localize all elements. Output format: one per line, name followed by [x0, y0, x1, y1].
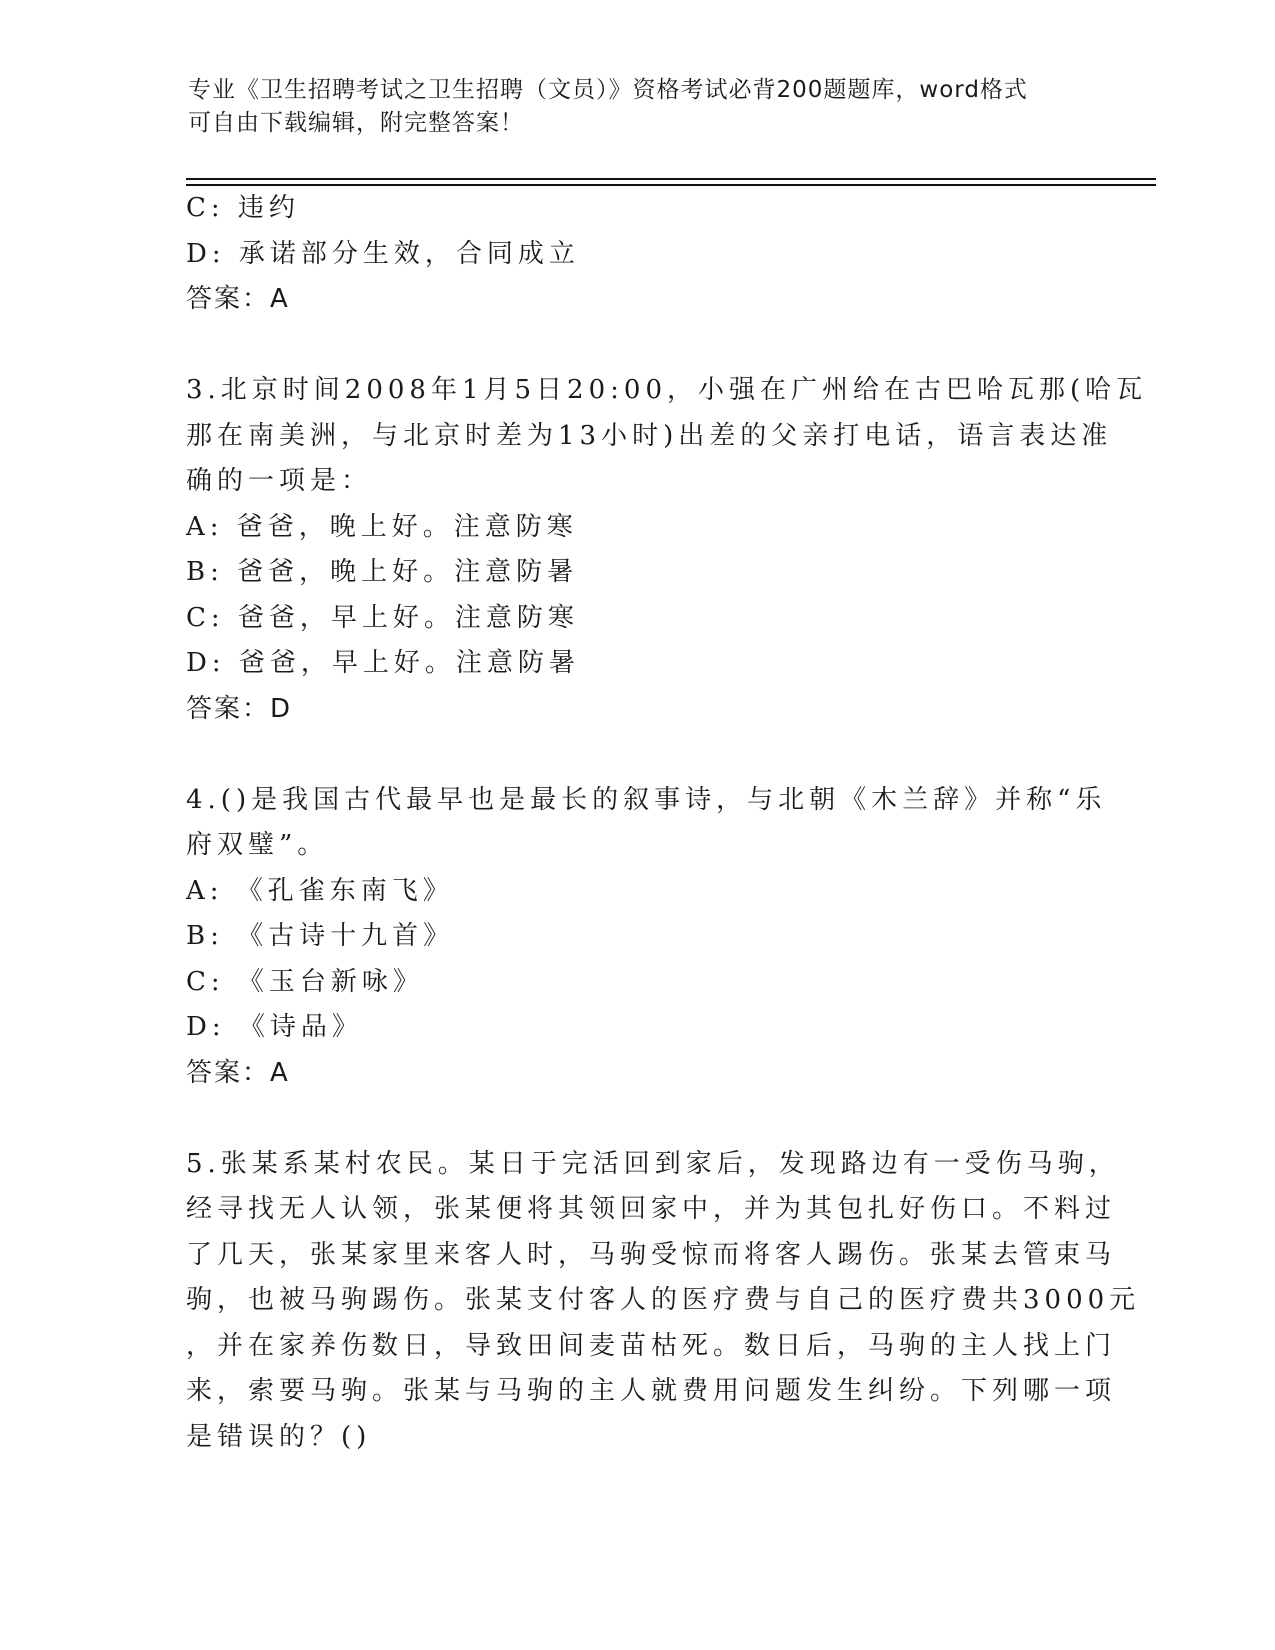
spacer — [186, 732, 1086, 778]
option-c: C: 爸爸，早上好。注意防寒 — [186, 602, 579, 633]
option-c: C: 《玉台新咏》 — [186, 966, 424, 997]
spacer — [186, 1096, 1086, 1142]
question-stem-line: 驹，也被马驹踢伤。张某支付客人的医疗费与自己的医疗费共3000元 — [186, 1285, 1141, 1315]
question-stem-line: 了几天，张某家里来客人时，马驹受惊而将客人踢伤。张某去管束马 — [186, 1239, 1117, 1270]
option-a: A: 《孔雀东南飞》 — [186, 875, 454, 906]
spacer — [186, 323, 1086, 369]
option-d: D: 承诺部分生效，合同成立 — [186, 238, 580, 269]
option-b: B: 《古诗十九首》 — [186, 921, 455, 951]
option-c: C: 违约 — [186, 193, 300, 223]
question-stem-line: 5.张某系某村农民。某日于完活回到家后，发现路边有一受伤马驹， — [186, 1148, 1120, 1179]
header-line-2: 可自由下载编辑，附完整答案！ — [188, 110, 524, 136]
question-stem-line: 府双璧”。 — [186, 830, 329, 860]
header-line-1: 专业《卫生招聘考试之卫生招聘（文员）》资格考试必背200题题库，word格式 — [188, 77, 1028, 103]
option-d: D: 爸爸，早上好。注意防暑 — [186, 648, 580, 678]
question-4 — [186, 778, 1107, 1097]
question-2-tail — [186, 186, 1086, 323]
question-stem-line: 来，索要马驹。张某与马驹的主人就费用问题发生纠纷。下列哪一项 — [186, 1376, 1117, 1406]
question-stem-line: 经寻找无人认领，张某便将其领回家中，并为其包扎好伤口。不料过 — [186, 1194, 1117, 1224]
question-stem-line: 4.()是我国古代最早也是最长的叙事诗，与北朝《木兰辞》并称“乐 — [186, 784, 1107, 815]
question-stem-line: 3.北京时间2008年1月5日20:00，小强在广州给在古巴哈瓦那(哈瓦 — [186, 375, 1148, 405]
answer-line: 答案：D — [186, 693, 293, 724]
answer-line: 答案：A — [186, 284, 290, 314]
question-stem-line: ，并在家养伤数日，导致田间麦苗枯死。数日后，马驹的主人找上门 — [186, 1330, 1117, 1361]
answer-line: 答案：A — [186, 1057, 290, 1088]
option-d: D: 《诗品》 — [186, 1012, 363, 1042]
question-stem-line: 是错误的？() — [186, 1421, 372, 1452]
document-header — [188, 74, 1088, 140]
option-a: A: 爸爸，晚上好。注意防寒 — [186, 511, 578, 542]
question-stem-line: 确的一项是： — [186, 466, 373, 496]
document-body — [186, 186, 1148, 1460]
question-5 — [186, 1142, 1141, 1461]
option-b: B: 爸爸，晚上好。注意防暑 — [186, 557, 579, 587]
question-stem-line: 那在南美洲，与北京时差为13小时)出差的父亲打电话，语言表达准 — [186, 420, 1113, 451]
question-3 — [186, 368, 1148, 732]
header-rule-top — [186, 178, 1156, 180]
